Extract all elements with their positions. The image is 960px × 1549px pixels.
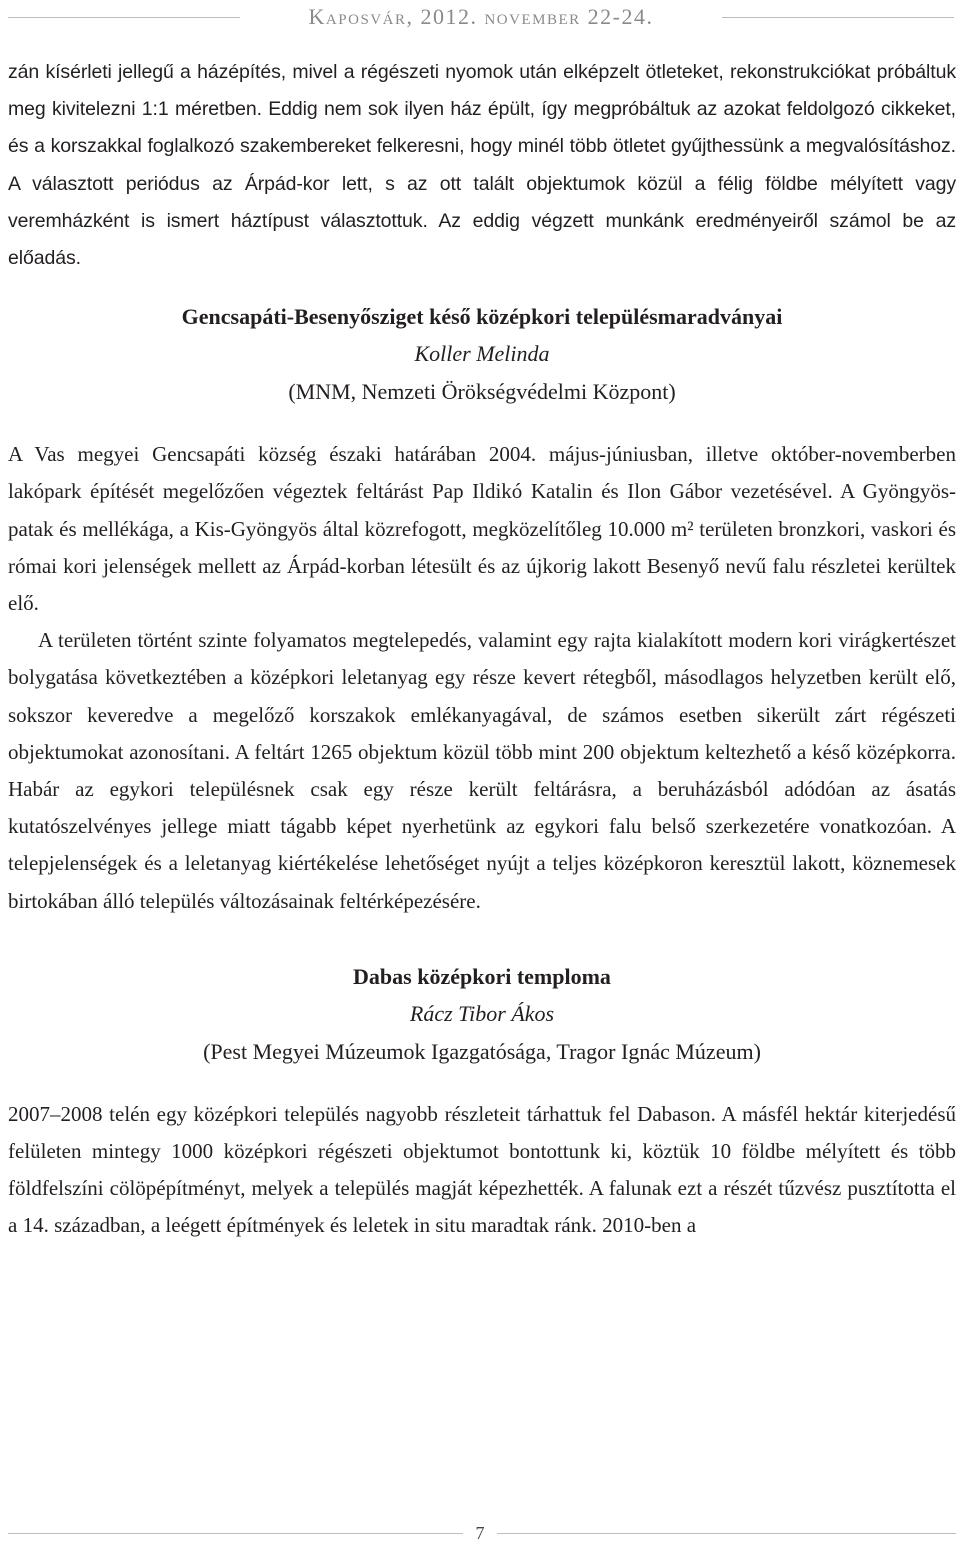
section-title: Dabas középkori temploma: [353, 963, 611, 989]
section-author: Rácz Tibor Ákos: [409, 1000, 555, 1026]
body-paragraph: A területen történt szinte folyamatos megtelepedés, valamint egy rajta kialakított modern kori virágkertészet bolygatása következtében a középkori leletanyag egy része kevert rétegből, másodlagos helyzetben került elő, sokszor keveredve a megelőző korszakok emlékanyagával, de számos esetben sikerült zárt régészeti objektumokat azonosítani. A feltárt 1265 objektum közül több mint 200 objektum keltezhető a késő középkorra. Habár az egykori településnek csak egy része került feltárásra, a beruházásból adódóan az ásatás kutatószelvényes jellege miatt tágabb képet nyerhetünk az egykori falu belső szerkezetére vonatkozóan. A telepjelenségek és a leletanyag kiértékelése lehetőséget nyújt a teljes középkoron keresztül lakott, köznemesek birtokában álló település változásainak feltérképezésére.: [8, 628, 956, 913]
header-rule-right: [722, 17, 954, 18]
page-header: [0, 4, 960, 30]
section-author: Koller Melinda: [414, 341, 550, 367]
running-header: Kaposvár, 2012. november 22-24.: [308, 4, 654, 29]
intro-paragraph: zán kísérleti jellegű a házépítés, mivel a régészeti nyomok után elképzelt ötleteket, rekonstrukciókat próbáltuk meg kivitelezni 1:1 méretben. Eddig nem sok ilyen ház épült, így megpróbáltuk az azokat feldolgozó cikkeket, és a korszakkal foglalkozó szakembereket felkeresni, hogy minél több ötletet gyűjthessünk a megvalósításhoz. A választott periódus az Árpád-kor lett, s az ott talált objektumok közül a félig földbe mélyített vagy veremházként is ismert háztípust választottuk. Az eddig végzett munkánk eredményeiről számol be az előadás.: [8, 61, 956, 270]
body-paragraph: A Vas megyei Gencsapáti község északi határában 2004. május-júniusban, illetve október-novemberben lakópark építését megelőzően végeztek feltárást Pap Ildikó Katalin és Ilon Gábor vezetésével. A Gyöngyös-patak és mellékága, a Kis-Gyöngyös által közrefogott, megközelítőleg 10.000 m² területen bronzkori, vaskori és római kori jelenségek mellett az Árpád-korban létesült és az újkorig lakott Besenyő nevű falu részletei kerültek elő.: [8, 442, 956, 616]
page-footer: [0, 1523, 960, 1543]
section-heading-dabas: [8, 958, 956, 1072]
body-paragraph: 2007–2008 telén egy középkori település nagyobb részleteit tárhattuk fel Dabason. A másfél hektár kiterjedésű felületen mintegy 1000 középkori régészeti objektumot bontottunk ki, köztük 10 földbe mélyített és több földfelszíni cölöpépítményt, melyek a település magját képezhették. A falunak ezt a részét tűzvész pusztította el a 14. században, a leégett építmények és leletek in situ maradtak ránk. 2010-ben a: [8, 1101, 956, 1238]
section-affiliation: (MNM, Nemzeti Örökségvédelmi Központ): [288, 379, 676, 405]
header-rule-left: [8, 17, 240, 18]
page-number: 7: [475, 1523, 485, 1543]
footer-rule-left: [8, 1533, 463, 1534]
page-body: [8, 54, 956, 1245]
section-affiliation: (Pest Megyei Múzeumok Igazgatósága, Tragor Ignác Múzeum): [203, 1038, 761, 1064]
footer-rule-right: [497, 1533, 956, 1534]
section-heading-gencsapati: [8, 298, 956, 412]
section-title: Gencsapáti-Besenyősziget késő középkori településmaradványai: [181, 304, 783, 330]
